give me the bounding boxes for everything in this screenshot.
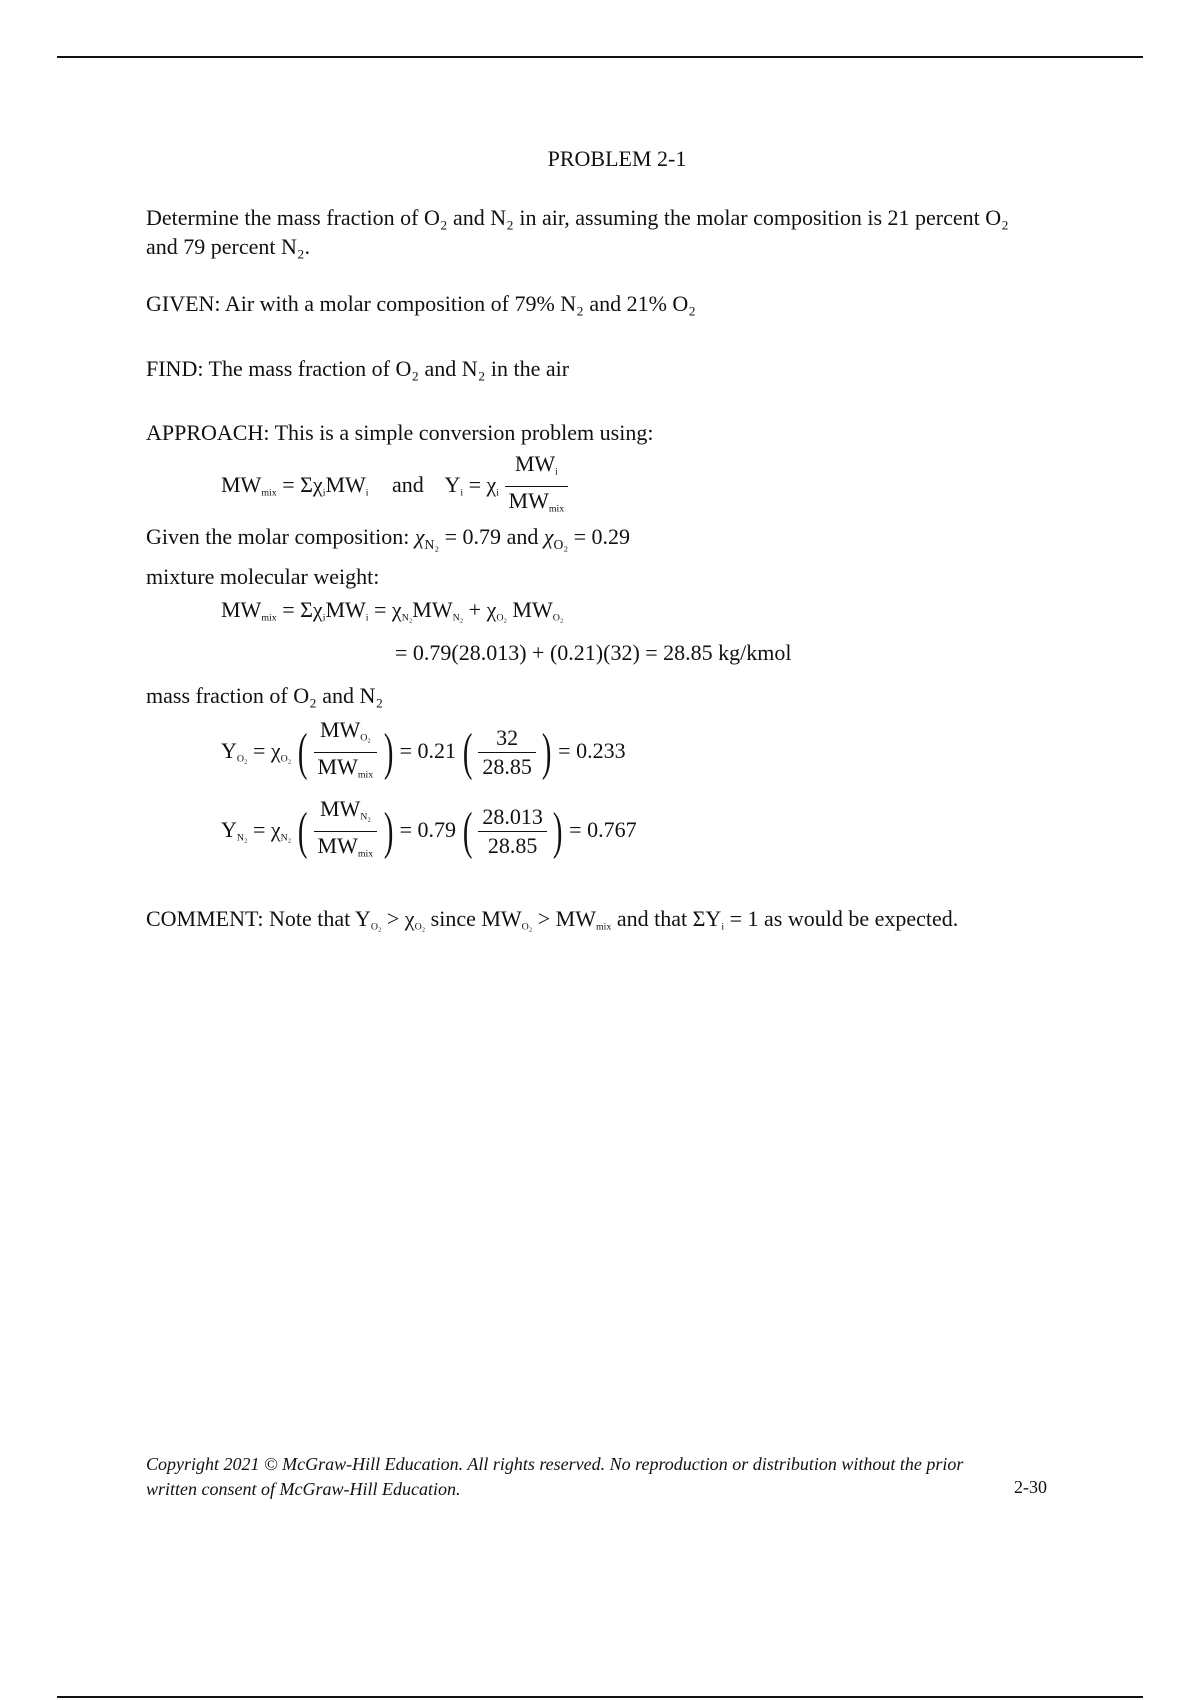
problem-title: PROBLEM 2-1 xyxy=(547,146,687,171)
yo2-paren-close-2: ) xyxy=(542,723,552,781)
mixture-label: mixture molecular weight: xyxy=(146,564,380,589)
mw1-part4: MW xyxy=(412,597,453,622)
eq1-den: MW xyxy=(508,488,549,514)
comment-andthat: and that xyxy=(616,906,688,931)
given-text: GIVEN: Air with a molar composition of 79% N₂ and 21% O₂ xyxy=(146,291,696,316)
comment-gt1: > χ xyxy=(386,906,415,931)
bottom-rule xyxy=(57,1696,1143,1698)
yn2-den-sub: mix xyxy=(357,848,374,860)
yo2-eq-sub: O₂ xyxy=(280,753,292,765)
comment-sum: ΣY xyxy=(692,906,722,931)
comment-prefix: COMMENT: Note that xyxy=(146,906,351,931)
yo2-den-sub: mix xyxy=(357,769,374,781)
mw1-lhs-sub: mix xyxy=(261,612,277,624)
comment-sum-sub: i xyxy=(721,921,725,933)
mw1-part5: + χ xyxy=(468,597,497,622)
comment-mix-sub: mix xyxy=(595,921,612,933)
given-chi-o2: χ xyxy=(543,524,554,549)
given-n2-sub: N₂ xyxy=(424,536,440,552)
yn2-den: MW xyxy=(317,833,358,859)
yn2-fraction-2 xyxy=(478,803,547,860)
mw1-part3-sub: N₂ xyxy=(401,612,413,624)
eq1-y: Y xyxy=(444,472,461,497)
yo2-eq: = χ xyxy=(252,738,281,763)
given-o2-val: = 0.29 xyxy=(573,524,631,549)
mw1-part6-sub: O₂ xyxy=(552,612,564,624)
comment-text xyxy=(146,906,958,932)
yn2-mid: = 0.79 xyxy=(399,817,456,842)
mw1-part3: = χ xyxy=(374,597,402,622)
given-composition xyxy=(146,524,630,553)
yo2-num-sub: O₂ xyxy=(360,732,371,744)
comment-mw: MW xyxy=(481,906,522,931)
yn2-paren-open-1: ( xyxy=(297,802,308,860)
copyright-footer xyxy=(146,1452,1056,1502)
yn2-paren-close-1: ) xyxy=(383,802,394,860)
yo2-num: MW xyxy=(319,717,361,742)
eq1-rhs-sub: i xyxy=(322,487,326,499)
comment-gt2: > MW xyxy=(537,906,596,931)
yo2-lhs-sub: O₂ xyxy=(236,753,248,765)
comment-chi-sub: O₂ xyxy=(414,921,426,933)
eq1-num-sub: i xyxy=(555,466,558,478)
mw-mix-equation-1 xyxy=(221,597,563,623)
eq1-y-eq-sub: i xyxy=(496,487,500,499)
eq1-lhs-sub: mix xyxy=(261,487,277,499)
yn2-den2: 28.85 xyxy=(487,833,538,859)
comment-eq1: = 1 xyxy=(729,906,759,931)
yn2-result: = 0.767 xyxy=(569,817,637,842)
statement-line-2: and 79 percent N₂. xyxy=(146,234,311,259)
yn2-num2: 28.013 xyxy=(478,803,547,832)
yn2-num-sub: N₂ xyxy=(360,811,371,823)
yo2-mid: = 0.21 xyxy=(399,738,456,763)
eq1-fraction xyxy=(505,450,569,524)
statement-line-1: Determine the mass fraction of O₂ and N₂ in air, assuming the molar composition is 21 percent O₂ xyxy=(146,205,1009,230)
mw-mix-equation-2: = 0.79(28.013) + (0.21)(32) = 28.85 kg/kmol xyxy=(395,640,792,665)
y-n2-equation xyxy=(221,795,637,869)
comment-suffix: as would be expected. xyxy=(764,906,959,931)
comment-since: since xyxy=(430,906,476,931)
given-chi-n2: χ xyxy=(414,524,425,549)
yn2-paren-close-2: ) xyxy=(553,802,563,860)
eq1-den-sub: mix xyxy=(548,503,565,515)
eq1-y-eq: = χ xyxy=(468,472,497,497)
yn2-lhs: Y xyxy=(221,817,237,842)
eq1-lhs: MW xyxy=(221,472,262,497)
yo2-fraction-2 xyxy=(478,724,536,781)
mw1-part2: MW xyxy=(325,597,366,622)
given-o2-sub: O₂ xyxy=(553,536,569,552)
yo2-den: MW xyxy=(317,754,358,780)
mw1-part1: = Σχ xyxy=(282,597,323,622)
mw1-part2-sub: i xyxy=(365,612,369,624)
mass-fraction-label: mass fraction of O₂ and N₂ xyxy=(146,683,384,708)
given-comp-label: Given the molar composition: xyxy=(146,524,410,549)
approach-equation xyxy=(221,450,568,524)
yn2-eq-sub: N₂ xyxy=(280,832,292,844)
yn2-lhs-sub: N₂ xyxy=(236,832,248,844)
yn2-fraction-1 xyxy=(314,795,378,869)
mw1-part1-sub: i xyxy=(322,612,326,624)
find-text: FIND: The mass fraction of O₂ and N₂ in the air xyxy=(146,356,570,381)
yn2-paren-open-2: ( xyxy=(462,802,472,860)
yo2-paren-close-1: ) xyxy=(383,723,394,781)
yo2-result: = 0.233 xyxy=(558,738,626,763)
eq1-rhs2: MW xyxy=(325,472,366,497)
yo2-num2: 32 xyxy=(478,724,536,753)
given-n2-val: = 0.79 xyxy=(444,524,502,549)
eq1-y-sub: i xyxy=(460,487,464,499)
mw1-part4-sub: N₂ xyxy=(452,612,464,624)
yo2-fraction-1 xyxy=(314,716,378,790)
given-and: and xyxy=(506,524,539,549)
mw1-part5-sub: O₂ xyxy=(496,612,507,624)
page-number: 2-30 xyxy=(1014,1477,1047,1497)
yo2-lhs: Y xyxy=(221,738,237,763)
eq1-rhs: = Σχ xyxy=(282,472,323,497)
mw1-part6: MW xyxy=(512,597,553,622)
yo2-paren-open-2: ( xyxy=(462,723,472,781)
comment-y: Y xyxy=(354,906,371,931)
comment-y-sub: O₂ xyxy=(370,921,382,933)
mw1-lhs: MW xyxy=(221,597,262,622)
footer-line-1: Copyright 2021 © McGraw-Hill Education. All rights reserved. No reproduction or distribution without the prior xyxy=(146,1454,964,1474)
eq1-and: and xyxy=(392,472,424,497)
comment-mw-sub: O₂ xyxy=(521,921,533,933)
top-rule xyxy=(57,56,1143,58)
yn2-num: MW xyxy=(319,796,361,821)
approach-text: APPROACH: This is a simple conversion problem using: xyxy=(146,420,654,445)
problem-statement xyxy=(146,203,1009,261)
eq1-num: MW xyxy=(514,451,556,476)
yo2-paren-open-1: ( xyxy=(297,723,308,781)
footer-line-2: written consent of McGraw-Hill Education. xyxy=(146,1479,461,1499)
eq1-rhs2-sub: i xyxy=(365,487,369,499)
yn2-eq: = χ xyxy=(252,817,281,842)
yo2-den2: 28.85 xyxy=(482,754,532,780)
y-o2-equation xyxy=(221,716,626,790)
